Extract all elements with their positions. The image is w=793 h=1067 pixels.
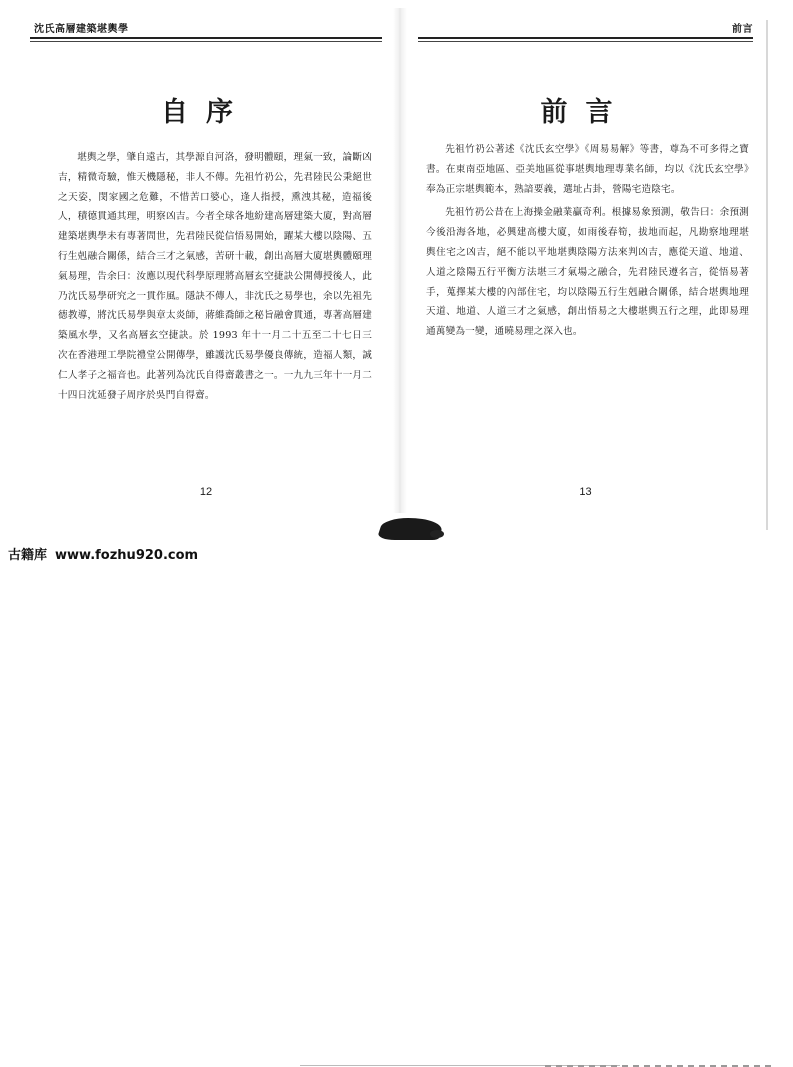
left-running-head: 沈氏高層建築堪輿學 (34, 24, 129, 35)
right-page-number: 13 (579, 486, 592, 498)
left-page-number: 12 (199, 486, 213, 498)
watermark (8, 544, 206, 563)
book-gutter (393, 8, 407, 513)
right-header-rule (418, 37, 753, 39)
right-header-rule-thin (418, 41, 753, 42)
foreword-paragraph-2: 先祖竹礽公昔在上海操金融業贏奇利。根據易象預測，敬告曰：余預測今後沿海各地，必興建高樓大廈，如雨後春筍，拔地而起，凡勘察地理堪輿住宅之凶吉，絕不能以平地堪輿陰陽方法來判凶吉，應從天道、地道、人道之陰陽五行平衡方法堪三才氣場之融合，先君陸民遵名言，從悟易著手，蒐擇某大樓的內部住宅，均以陰陽五行生剋融合關係，結合堪輿地理天道、地道、人道三才之氣感，創出悟易之大樓堪輿五行之理，此即易理通萬變為一變，通曉易理之深入也。 (426, 207, 749, 338)
right-running-head: 前言 (732, 24, 753, 35)
left-page (30, 0, 382, 510)
scan-smear-dot (430, 530, 444, 538)
watermark-url[interactable]: www.fozhu920.com (55, 548, 199, 563)
left-header-rule-thin (30, 41, 382, 42)
right-page (418, 0, 753, 510)
page-edge-shadow (766, 20, 768, 530)
foreword-paragraph-1: 先祖竹礽公著述《沈氏玄空學》《周易易解》等書，尊為不可多得之寶書。在東南亞地區、亞美地區從事堪輿地理專業名師，均以《沈氏玄空學》奉為正宗堪輿範本，熟諳要義，選址占卦，營陽宅造陰宅。 (426, 144, 749, 195)
preface-title: 自序 (161, 97, 251, 128)
left-header-rule (30, 37, 382, 39)
preface-body (58, 148, 372, 405)
preface-paragraph-1: 堪輿之學，肇自遠古，其學源自河洛，發明體頤，理氣一致，論斷凶吉，精微奇驗，惟天機隱秘，非人不傳。先祖竹礽公，先君陸民公秉絕世之天姿，閔家國之危難，不惜苦口婆心，逢人指授，熏洩其秘，造福後人，積德貫通其理，明察凶吉。今者全球各地紛建高層建築大廈，對高層建築堪輿學未有專著問世，先君陸民從信悟易開始，躍某大樓以陰陽、五行生剋融合關係，結合三才之氣感，苦研十載，創出高層大廈堪輿體頤理氣易理，告余曰：汝應以現代科學原理將高層玄空捷訣公開傳授後人，此乃沈氏易學研究之一貫作風。隱訣不傳人，非沈氏之易學也，余以先祖先德教導，將沈氏易學與章太炎師，蔣維喬師之秘旨融會貫通，專著高層建築風水學，又名高層玄空捷訣。於 1993 年十一月二十五至二十七日三次在香港理工學院禮堂公開傳學，雖護沈氏易學優良傳統，造福人類，誠仁人孝子之福音也。此著列為沈氏自得齋叢書之一。一九九三年十一月二十四日沈延發子周序於吳門自得齋。 (58, 152, 372, 401)
foreword-title: 前言 (540, 97, 631, 128)
foreword-body (426, 140, 749, 342)
watermark-site-name: 古籍库 (8, 548, 48, 563)
